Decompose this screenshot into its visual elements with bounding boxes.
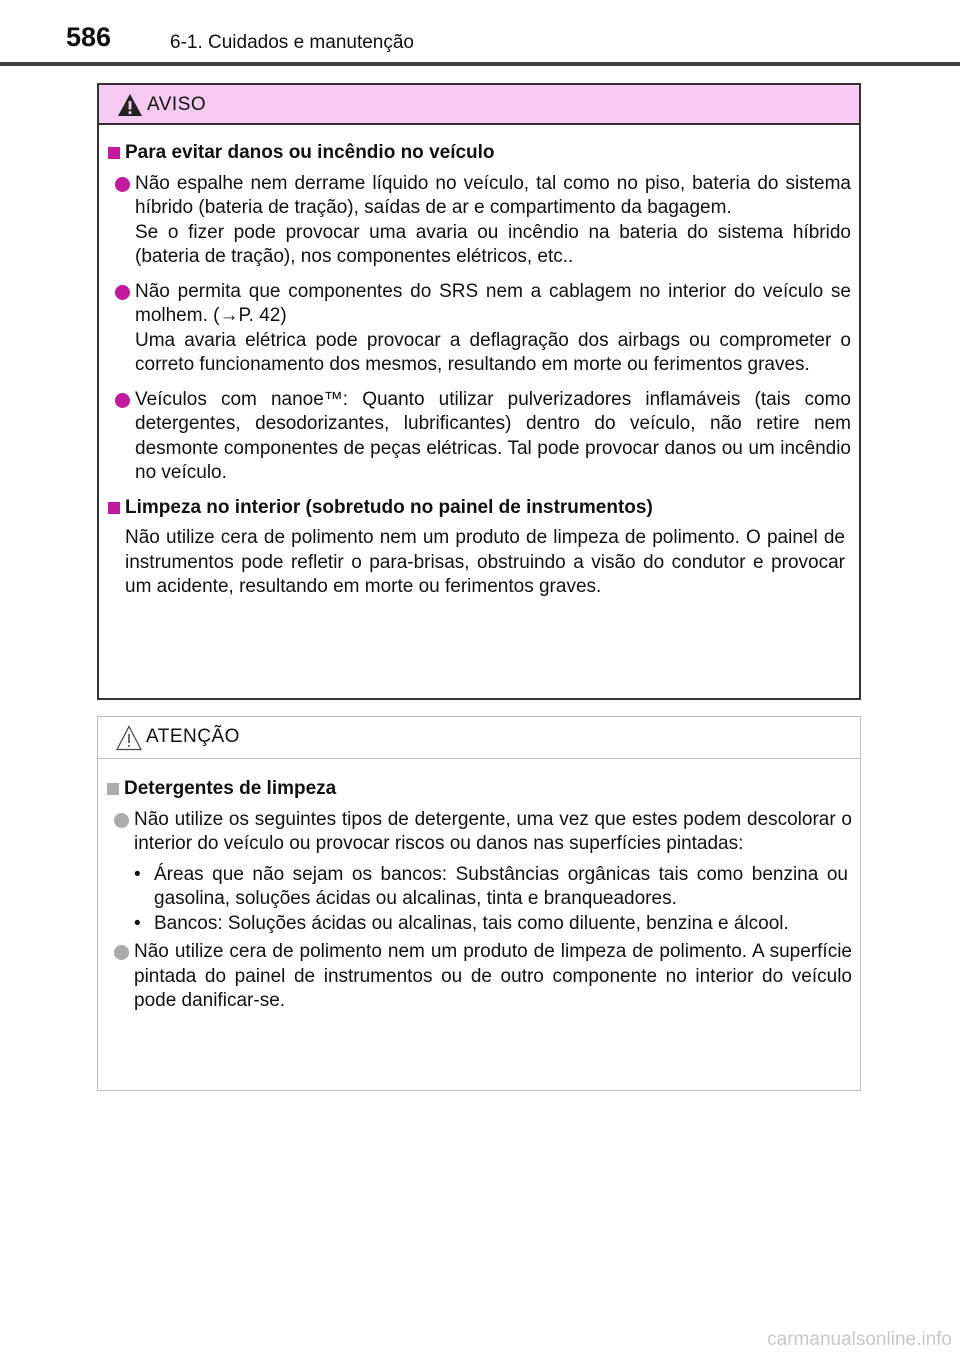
list-item: [107, 280, 851, 378]
item-text: Não espalhe nem derrame líquido no veículo, tal como no piso, bateria do sistema híbrido (bateria de tração), saídas de ar e compartimento da bagagem.: [135, 172, 851, 218]
section-heading: [107, 496, 851, 521]
warning-box-header: [99, 85, 859, 125]
square-bullet-icon: [108, 502, 120, 514]
list-item: [106, 808, 852, 857]
caution-box-header: [98, 717, 860, 759]
section-title: Detergentes de limpeza: [124, 778, 337, 799]
warning-box: [97, 83, 861, 700]
warning-box-body: [99, 125, 859, 600]
section-heading: [107, 141, 851, 166]
item-text: Se o fizer pode provocar uma avaria ou incêndio na bateria do sistema híbrido (bateria de tração), nos componentes elétricos, etc..: [135, 221, 851, 267]
sub-item-text: Bancos: Soluções ácidas ou alcalinas, tais como diluente, benzina e álcool.: [154, 912, 789, 934]
header-divider: [0, 62, 960, 66]
section-title: Para evitar danos ou incêndio no veículo: [125, 142, 495, 163]
circle-bullet-icon: [115, 285, 130, 300]
sub-bullet: •: [134, 912, 141, 934]
circle-bullet-icon: [115, 393, 130, 408]
caution-box: [97, 716, 861, 1091]
list-item: [107, 172, 851, 270]
square-bullet-icon: [108, 147, 120, 159]
sub-list: [106, 863, 852, 937]
section-heading: [106, 777, 852, 802]
item-text: Veículos com nanoe™: Quanto utilizar pulverizadores inflamáveis (tais como detergentes, desodorizantes, lubrificantes) dentro do veículo, não retire nem desmonte componentes de peças elétricas. Tal pode provocar danos ou um incêndio no veículo.: [135, 388, 851, 483]
warning-triangle-icon: [117, 93, 143, 122]
item-text: Uma avaria elétrica pode provocar a deflagração dos airbags ou comprometer o correto funcionamento dos mesmos, resultando em morte ou ferimentos graves.: [135, 329, 851, 375]
caution-title: ATENÇÃO: [146, 726, 240, 747]
list-item: [106, 940, 852, 1014]
sub-item: [106, 912, 852, 937]
item-text: Não utilize cera de polimento nem um produto de limpeza de polimento. A superfície pintada do painel de instrumentos ou de outro componente no interior do veículo pode danificar-se.: [134, 941, 852, 1011]
page-header: [0, 0, 960, 66]
section-text: Não utilize cera de polimento nem um produto de limpeza de polimento. O painel de instrumentos pode refletir o para-brisas, obstruindo a visão do condutor e provocar um acidente, resultando em morte ou ferimentos graves.: [125, 527, 845, 597]
watermark: carmanualsonline.info: [767, 1329, 952, 1350]
sub-item: [106, 863, 852, 912]
square-bullet-icon: [107, 783, 119, 795]
circle-bullet-icon: [114, 813, 129, 828]
sub-item-text: Áreas que não sejam os bancos: Substâncias orgânicas tais como benzina ou gasolina, soluções ácidas ou alcalinas, tinta e branqueadores.: [154, 863, 848, 909]
list-item: [107, 388, 851, 486]
section-title: Limpeza no interior (sobretudo no painel de instrumentos): [125, 496, 653, 518]
caution-triangle-icon: [116, 725, 142, 756]
caution-box-body: [98, 759, 860, 1014]
page-number: 586: [66, 22, 112, 52]
chapter-title: 6-1. Cuidados e manutenção: [170, 32, 414, 53]
item-text: Não utilize os seguintes tipos de detergente, uma vez que estes podem descolorar o interior do veículo ou provocar riscos ou danos nas superfícies pintadas:: [134, 808, 852, 854]
sub-bullet: •: [134, 863, 141, 885]
circle-bullet-icon: [115, 177, 130, 192]
warning-title: AVISO: [147, 94, 207, 115]
item-text: Não permita que componentes do SRS nem a cablagem no interior do veículo se molhem. (→P. 42): [135, 280, 851, 326]
circle-bullet-icon: [114, 945, 129, 960]
